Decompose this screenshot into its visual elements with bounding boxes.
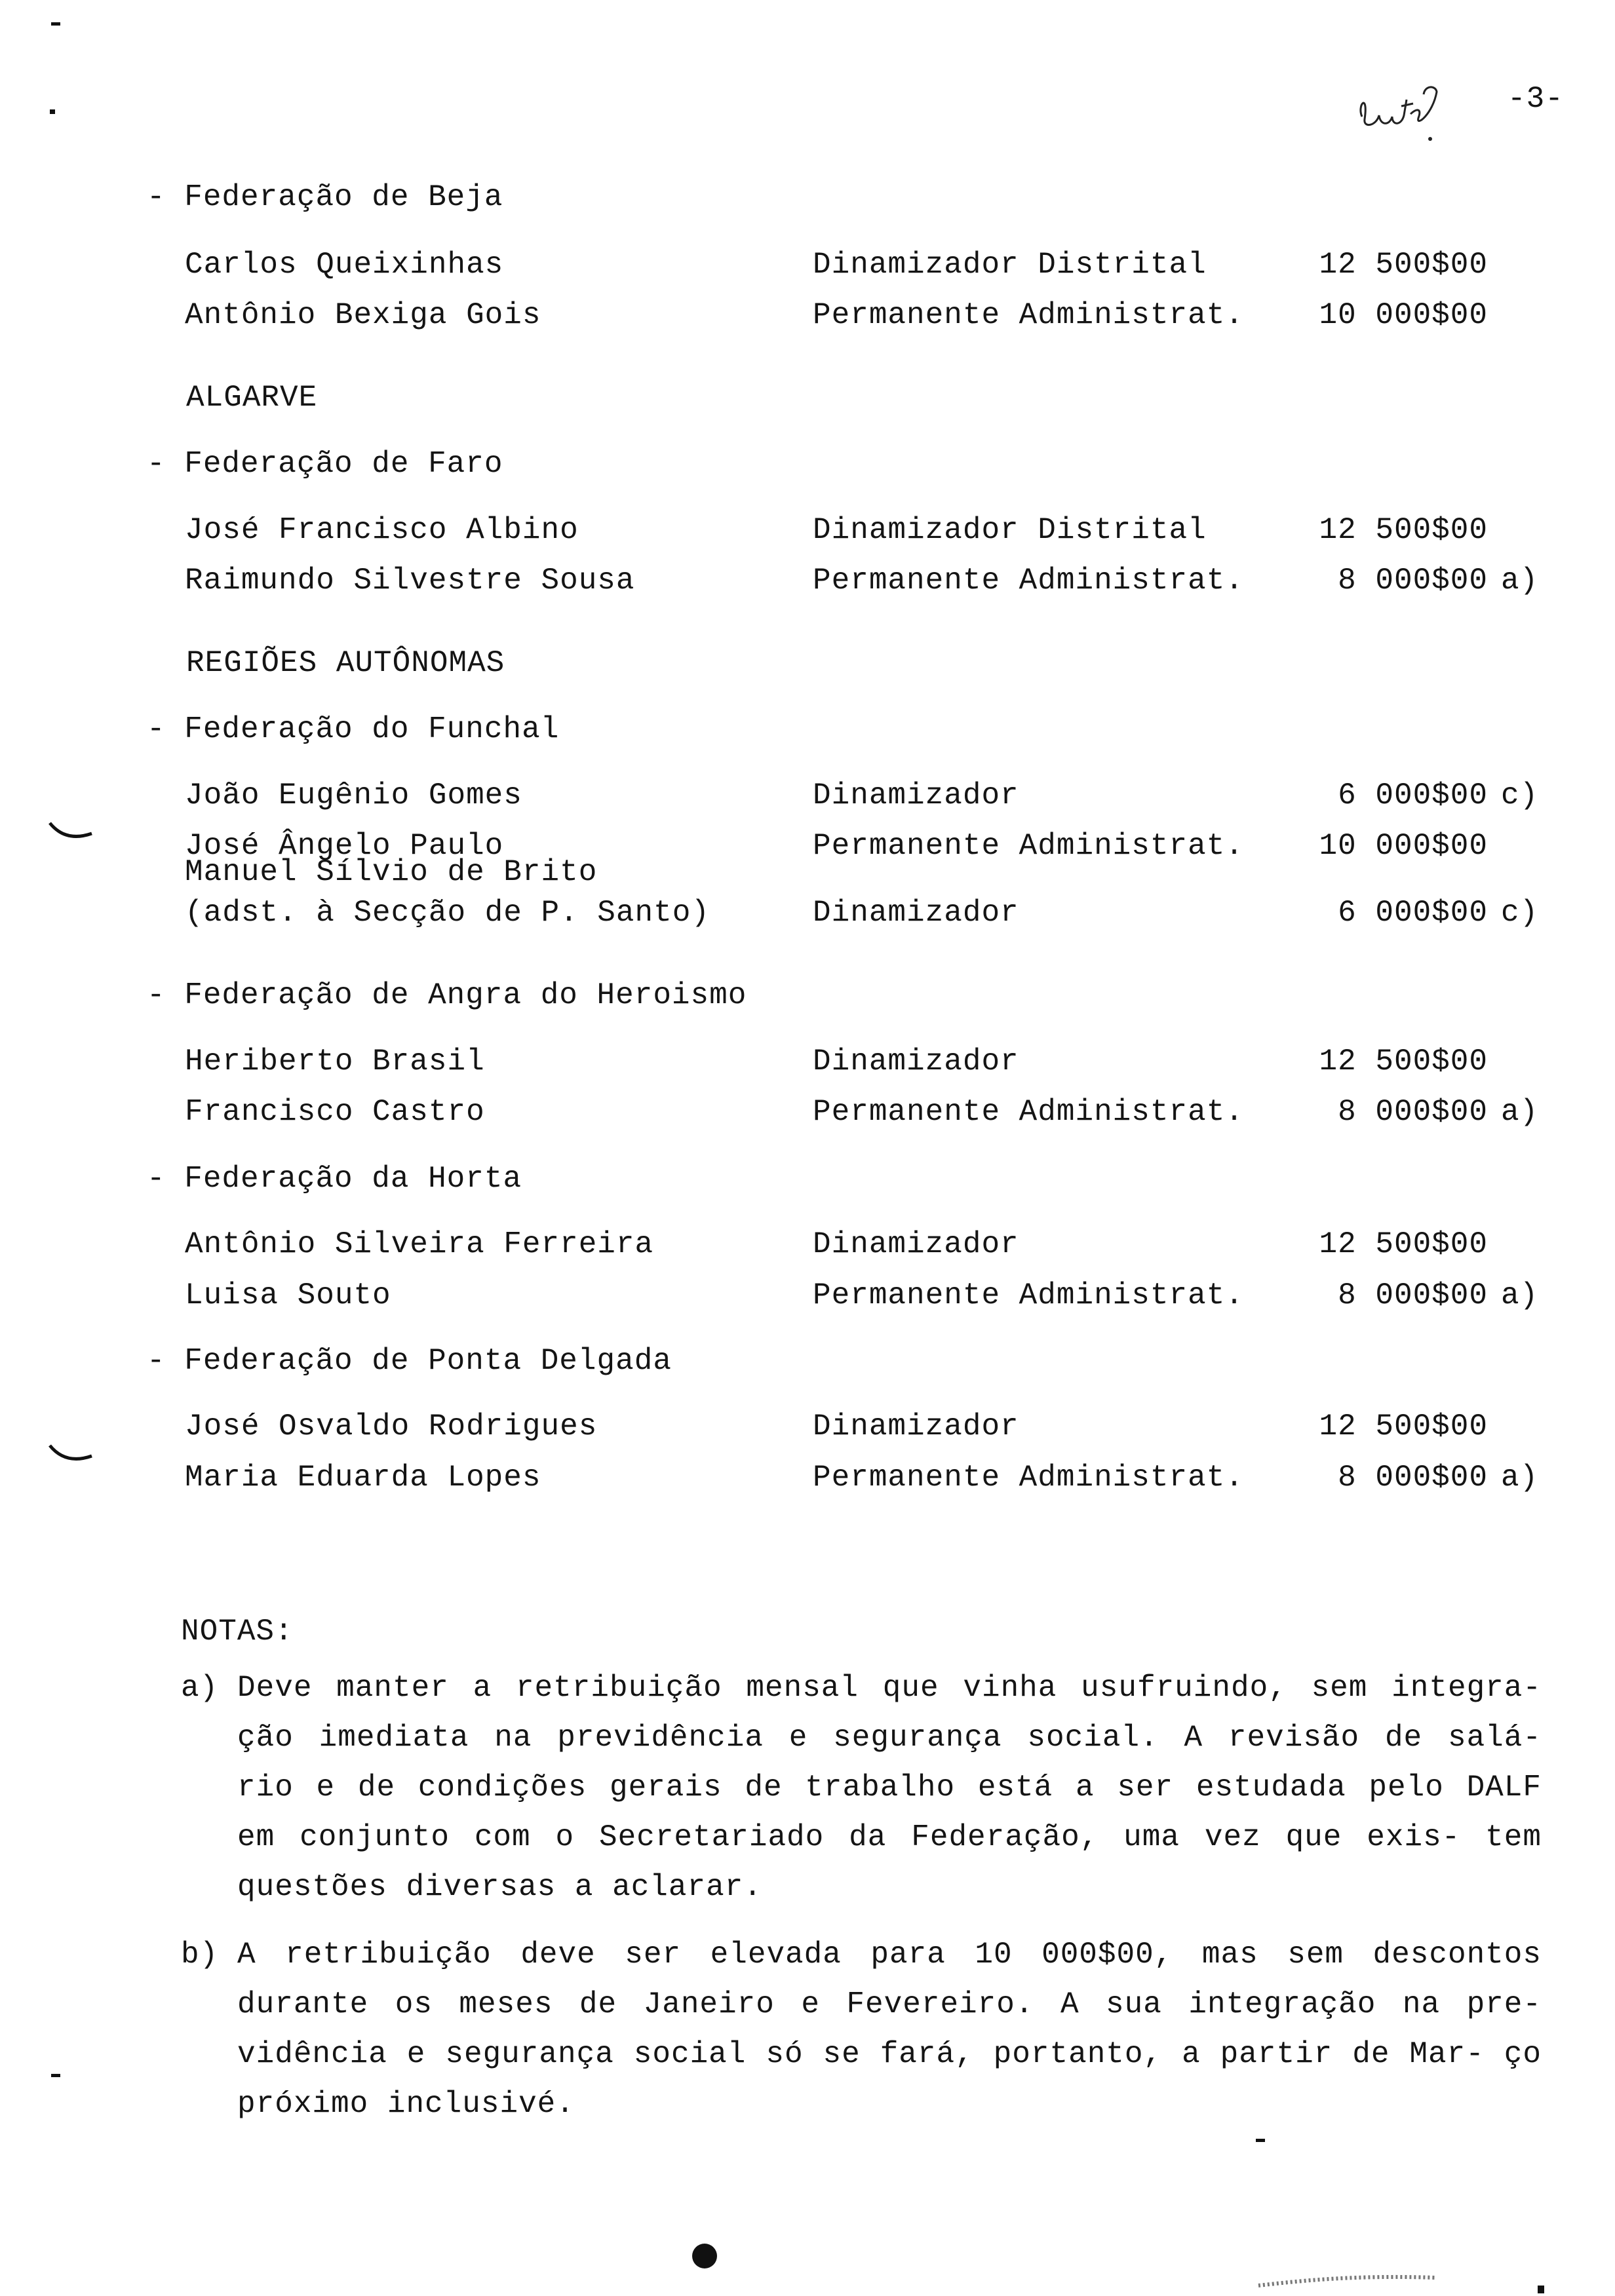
staff-role: Dinamizador [813,1227,1019,1261]
handwritten-signature [1350,66,1468,151]
staff-role: Permanente Administrat. [813,829,1244,863]
staff-role: Permanente Administrat. [813,564,1244,598]
staff-role: Dinamizador [813,1044,1019,1079]
staff-salary: 12 500$00 [1319,513,1488,547]
staff-note-ref: a) [1501,1278,1539,1312]
federation-heading: - Federação de Beja [147,180,503,214]
staff-role: Permanente Administrat. [813,298,1244,332]
federation-heading: - Federação de Faro [147,447,503,481]
staff-name: Raimundo Silvestre Sousa [185,564,635,598]
staff-role: Dinamizador [813,1409,1019,1444]
note-text: A retribuição deve ser elevada para 10 000$00, mas sem descontos durante os meses de Janeiro e Fevereiro. A sua integração na pre- vidência e segurança social só se fará, portanto, a partir de Mar- ço próximo inclusivé. [237,1938,1542,2121]
staff-salary: 8 000$00 [1338,1461,1488,1495]
staff-name: João Eugênio Gomes [185,778,522,813]
staff-name: José Francisco Albino [185,513,579,547]
staff-salary: 8 000$00 [1338,564,1488,598]
scan-dot [1538,2286,1544,2293]
staff-name: José Ângelo Paulo [185,829,504,863]
hole-punch-mark [46,819,98,845]
staff-salary: 12 500$00 [1319,1409,1488,1444]
region-heading: ALGARVE [186,381,318,415]
staff-role: Dinamizador Distrital [813,513,1207,547]
staff-salary: 6 000$00 [1338,778,1488,813]
staff-note-ref: a) [1501,1095,1539,1129]
staff-name: Carlos Queixinhas [185,248,504,282]
staff-name: José Osvaldo Rodrigues [185,1409,598,1444]
staff-salary: 8 000$00 [1338,1278,1488,1312]
scan-dot [692,2244,717,2268]
note-label: b) [181,1938,219,1972]
staff-role: Dinamizador [813,778,1019,813]
scan-dash [51,22,60,26]
staff-role: Dinamizador [813,896,1019,930]
staff-note-ref: c) [1501,896,1539,930]
staff-name: Antônio Silveira Ferreira [185,1227,654,1261]
staff-name: Manuel Sílvio de Brito [185,855,598,889]
staff-role: Permanente Administrat. [813,1278,1244,1312]
scan-smudge [1252,2261,1449,2293]
staff-role: Dinamizador Distrital [813,248,1207,282]
scan-dash [1256,2139,1265,2142]
federation-heading: - Federação de Angra do Heroismo [147,978,747,1012]
staff-salary: 12 500$00 [1319,248,1488,282]
note-label: a) [181,1671,219,1705]
staff-name: Heriberto Brasil [185,1044,485,1079]
federation-heading: - Federação de Ponta Delgada [147,1344,672,1378]
staff-name: Luisa Souto [185,1278,391,1312]
staff-note-ref: a) [1501,1461,1539,1495]
notes-heading: NOTAS: [181,1615,294,1649]
staff-name: Maria Eduarda Lopes [185,1461,541,1495]
staff-salary: 12 500$00 [1319,1044,1488,1079]
staff-salary: 6 000$00 [1338,896,1488,930]
staff-salary: 10 000$00 [1319,829,1488,863]
note-text: Deve manter a retribuição mensal que vinha usufruindo, sem integra- ção imediata na previdência e segurança social. A revisão de salá- rio e de condições gerais de trabalho está a ser estudada pelo DALF em conjunto com o Secretariado da Federação, uma vez que exis- tem questões diversas a aclarar. [237,1671,1542,1904]
staff-name: Francisco Castro [185,1095,485,1129]
staff-role: Permanente Administrat. [813,1095,1244,1129]
staff-name: Antônio Bexiga Gois [185,298,541,332]
staff-note-ref: c) [1501,778,1539,813]
hole-punch-mark [46,1442,98,1468]
region-heading: REGIÕES AUTÔNOMAS [186,646,505,680]
federation-heading: - Federação da Horta [147,1162,522,1196]
staff-salary: 10 000$00 [1319,298,1488,332]
staff-salary: 8 000$00 [1338,1095,1488,1129]
staff-note-ref: a) [1501,564,1539,598]
scan-dot [50,109,55,114]
staff-name-detail: (adst. à Secção de P. Santo) [185,896,710,930]
staff-salary: 12 500$00 [1319,1227,1488,1261]
page-number: -3- [1508,82,1564,116]
scan-dash [51,2074,60,2077]
staff-role: Permanente Administrat. [813,1461,1244,1495]
federation-heading: - Federação do Funchal [147,712,560,746]
